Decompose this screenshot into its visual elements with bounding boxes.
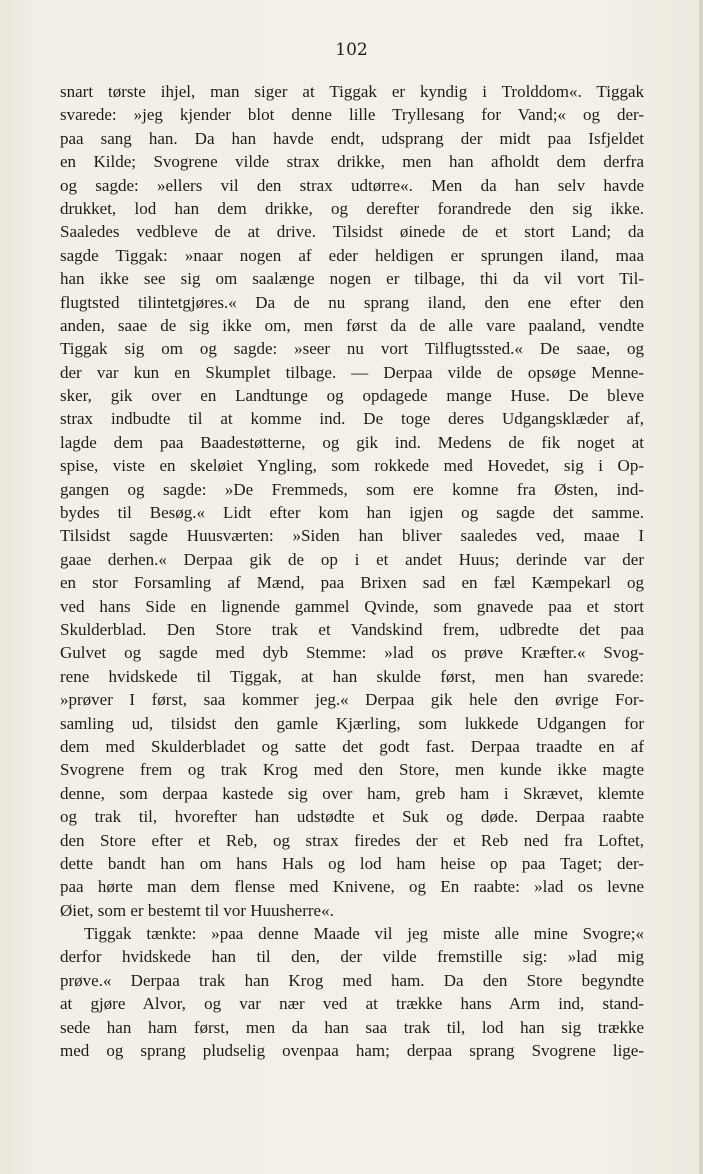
text-line: rene hvidskede til Tiggak, at han skulde først, men han svarede:	[60, 666, 644, 686]
text-line: gangen og sagde: »De Fremmeds, som ere komne fra Østen, ind-	[60, 479, 644, 499]
text-line: drukket, lod han dem drikke, og derefter forandrede den sig ikke.	[60, 198, 644, 218]
text-line: Tiggak sig om og sagde: »seer nu vort Tilflugtssted.« De saae, og	[60, 339, 644, 359]
text-line: derfor hvidskede han til den, der vilde fremstille sig: »lad mig	[60, 947, 644, 967]
text-line-paragraph-end: Øiet, som er bestemt til vor Huusherre«.	[60, 900, 334, 920]
text-line: Saaledes vedbleve de at drive. Tilsidst øinede de et stort Land; da	[60, 222, 644, 242]
text-line: lagde dem paa Baadestøtterne, og gik ind. Medens de fik noget at	[60, 432, 644, 452]
text-line: dette bandt han om hans Hals og lod ham heise op paa Taget; der-	[60, 853, 644, 873]
text-line: at gjøre Alvor, og var nær ved at trække hans Arm ind, stand-	[60, 994, 644, 1014]
text-line: paa sang han. Da han havde endt, udsprang der midt paa Isfjeldet	[60, 128, 644, 148]
text-line: spise, viste en skeløiet Yngling, som rokkede med Hovedet, sig i Op-	[60, 456, 644, 476]
text-line-paragraph-start: Tiggak tænkte: »paa denne Maade vil jeg miste alle mine Svogre;«	[84, 924, 644, 944]
text-line: denne, som derpaa kastede sig over ham, greb ham i Skrævet, klemte	[60, 783, 644, 803]
text-line: dem med Skulderbladet og satte det godt fast. Derpaa traadte en af	[60, 736, 644, 756]
text-line: Skulderblad. Den Store trak et Vandskind frem, udbredte det paa	[60, 619, 644, 639]
text-line: samling ud, tilsidst den gamle Kjærling, som lukkede Udgangen for	[60, 713, 644, 733]
page-edge	[699, 0, 703, 1174]
text-line: prøve.« Derpaa trak han Krog med ham. Da den Store begyndte	[60, 970, 644, 990]
text-line: strax indbudte til at komme ind. De toge deres Udgangsklæder af,	[60, 409, 644, 429]
text-line: bydes til Besøg.« Lidt efter kom han igjen og sagde det samme.	[60, 503, 644, 523]
text-line: sagde Tiggak: »naar nogen af eder heldigen er sprungen iland, maa	[60, 245, 644, 265]
text-line: der var kun en Skumplet tilbage. — Derpaa vilde de opsøge Menne-	[60, 362, 644, 382]
text-line: paa hørte man dem flense med Knivene, og En raabte: »lad os levne	[60, 877, 644, 897]
text-line: »prøver I først, saa kommer jeg.« Derpaa gik hele den øvrige For-	[60, 690, 644, 710]
text-line: svarede: »jeg kjender blot denne lille Tryllesang for Vand;« og der-	[60, 105, 644, 125]
text-line: han ikke see sig om saalænge nogen er tilbage, thi da vil vort Til-	[60, 269, 644, 289]
text-line: anden, saae de sig ikke om, men først da de alle vare paaland, vendte	[60, 315, 644, 335]
text-line: og trak til, hvorefter han udstødte et Suk og døde. Derpaa raabte	[60, 807, 644, 827]
body-text	[60, 80, 644, 1062]
text-line: en Kilde; Svogrene vilde strax drikke, men han afholdt dem derfra	[60, 152, 644, 172]
text-line: flugtsted tilintetgjøres.« Da de nu sprang iland, den ene efter den	[60, 292, 644, 312]
text-line: den Store efter et Reb, og strax firedes der et Reb ned fra Loftet,	[60, 830, 644, 850]
page-number: 102	[335, 40, 368, 60]
text-line: gaae derhen.« Derpaa gik de op i et andet Huus; derinde var der	[60, 549, 644, 569]
text-line: sede han ham først, men da han saa trak til, lod han sig trække	[60, 1017, 644, 1037]
text-line: Tilsidst sagde Huusværten: »Siden han bliver saaledes ved, maae I	[60, 526, 644, 546]
text-line: sker, gik over en Landtunge og opdagede mange Huse. De bleve	[60, 386, 644, 406]
text-line: ved hans Side en lignende gammel Qvinde, som gnavede paa et stort	[60, 596, 644, 616]
text-line: en stor Forsamling af Mænd, paa Brixen sad en fæl Kæmpekarl og	[60, 573, 644, 593]
text-line: Svogrene frem og trak Krog med den Store, men kunde ikke magte	[60, 760, 644, 780]
text-line: med og sprang pludselig ovenpaa ham; derpaa sprang Svogrene lige-	[60, 1041, 644, 1061]
text-line: og sagde: »ellers vil den strax udtørre«. Men da han selv havde	[60, 175, 644, 195]
text-line: Gulvet og sagde med dyb Stemme: »lad os prøve Kræfter.« Svog-	[60, 643, 644, 663]
text-line: snart tørste ihjel, man siger at Tiggak er kyndig i Trolddom«. Tiggak	[60, 82, 644, 101]
